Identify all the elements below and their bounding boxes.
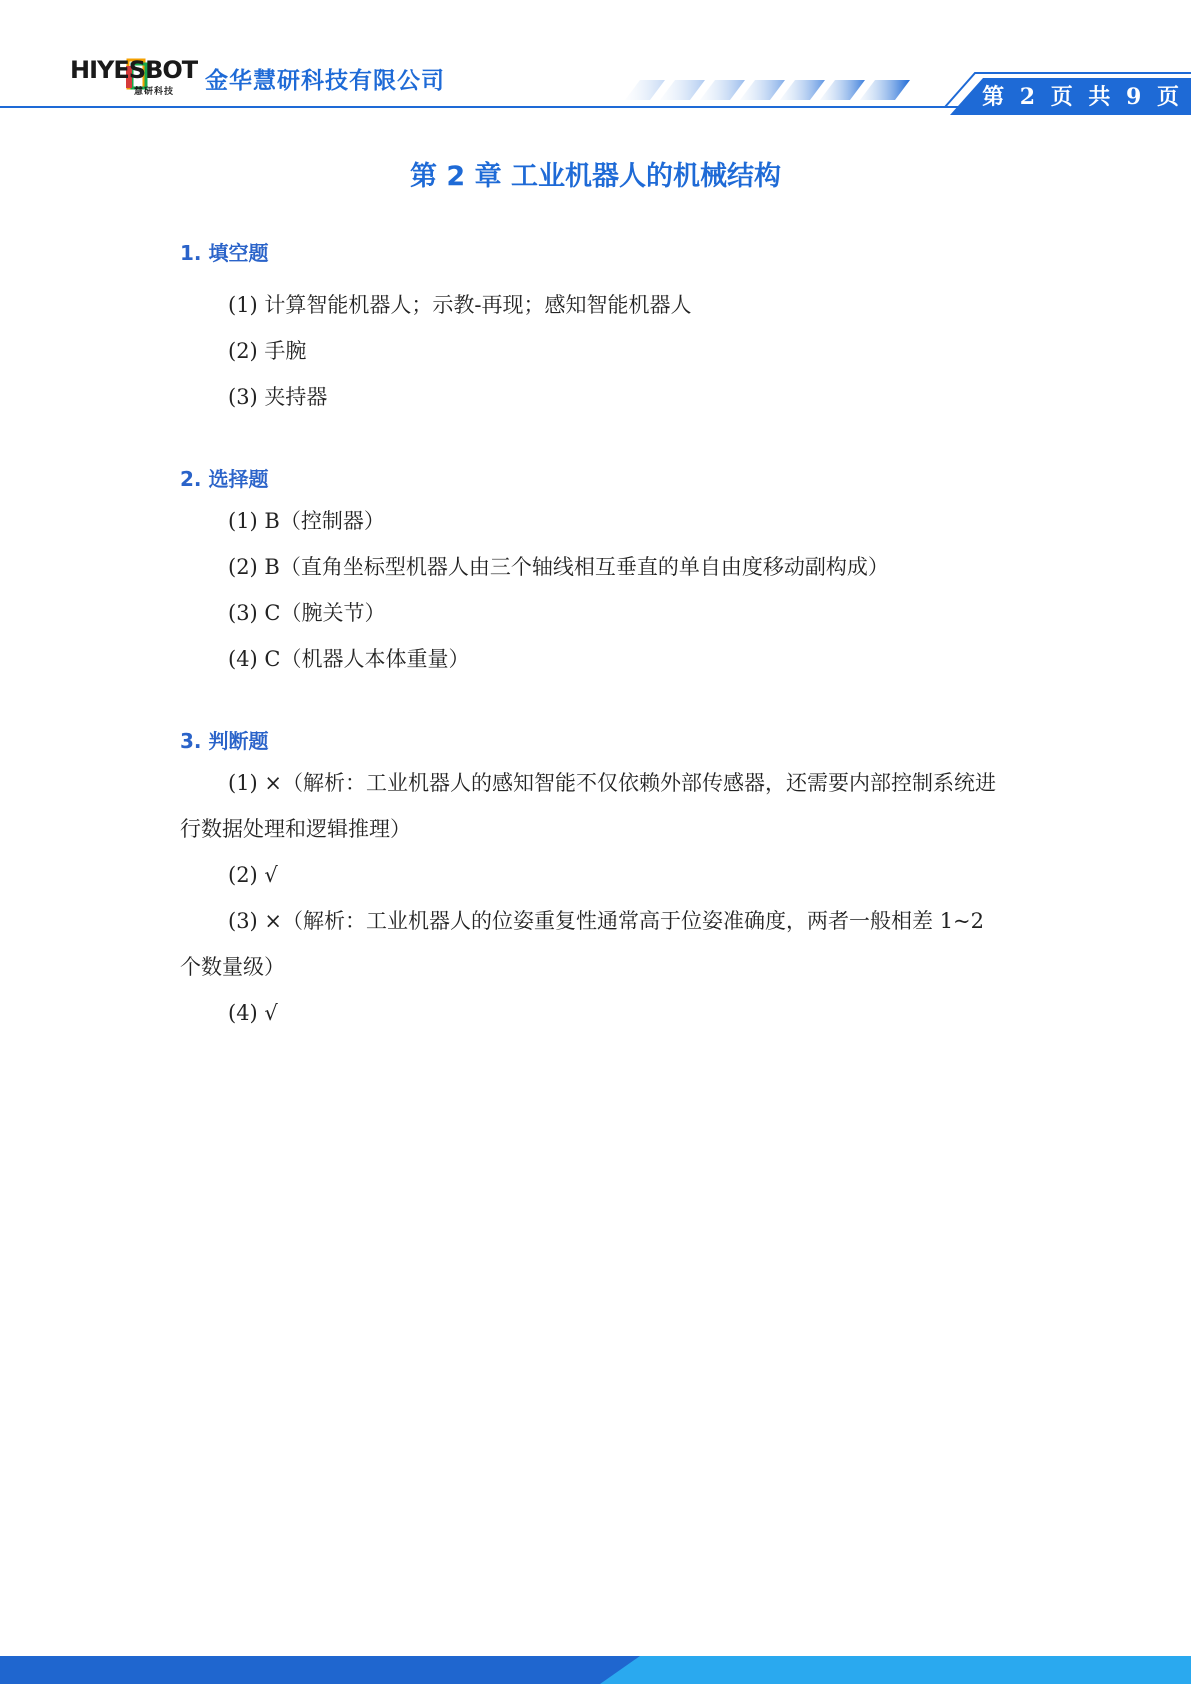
- answer-item: (2) 手腕: [228, 339, 307, 363]
- section-true-false: [180, 726, 1010, 1036]
- answer-item: (1) 计算智能机器人；示教-再现；感知智能机器人: [228, 293, 692, 317]
- document-body: [180, 238, 1010, 1036]
- answer-item: (1) ×（解析：工业机器人的感知智能不仅依赖外部传感器，还需要内部控制系统进行数据处理和逻辑推理）: [180, 771, 997, 841]
- answer-item: (2) B（直角坐标型机器人由三个轴线相互垂直的单自由度移动副构成）: [228, 555, 889, 579]
- logo-text: HIYESBOT: [70, 56, 198, 84]
- section-heading: 1. 填空题: [180, 241, 269, 265]
- page-indicator: 第 2 页 共 9 页: [982, 84, 1183, 110]
- answer-item: (3) C（腕关节）: [228, 601, 386, 625]
- answer-item: (2) √: [228, 863, 278, 887]
- section-multiple-choice: [180, 464, 1010, 682]
- section-heading: 2. 选择题: [180, 467, 269, 491]
- answer-item: (3) 夹持器: [228, 385, 328, 409]
- section-heading: 3. 判断题: [180, 729, 269, 753]
- answer-item: (4) C（机器人本体重量）: [228, 647, 470, 671]
- footer-bar: [0, 1656, 1191, 1684]
- company-name: 金华慧研科技有限公司: [205, 68, 445, 94]
- answer-item: (4) √: [228, 1001, 278, 1025]
- chapter-title: 第 2 章 工业机器人的机械结构: [410, 161, 781, 192]
- logo-subtitle: 慧研科技: [134, 87, 175, 97]
- answer-item: (3) ×（解析：工业机器人的位姿重复性通常高于位姿准确度，两者一般相差 1~2 个数量级）: [180, 909, 985, 979]
- answer-item: (1) B（控制器）: [228, 509, 385, 533]
- section-fill-in: [180, 238, 1010, 420]
